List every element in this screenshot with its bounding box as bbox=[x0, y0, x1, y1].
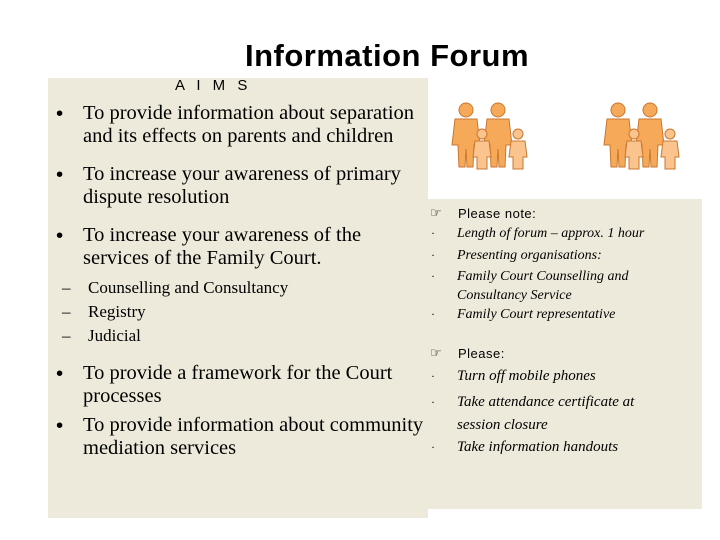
service-item: – Counselling and Consultancy bbox=[62, 276, 426, 300]
family-group-icon bbox=[446, 100, 546, 170]
aim-item: • To provide information about community mediation services bbox=[56, 414, 426, 460]
aim-item: • To provide information about separation and its effects on parents and children bbox=[56, 102, 426, 148]
aim-item: • To provide a framework for the Court processes bbox=[56, 362, 426, 408]
note-item: · Family Court representative bbox=[431, 307, 616, 322]
bullet-dot: · bbox=[431, 248, 435, 262]
aims-label: A I M S bbox=[175, 77, 252, 94]
page-title: Information Forum bbox=[244, 38, 530, 73]
bullet-dot: · bbox=[431, 269, 435, 283]
bullet-dot: · bbox=[431, 226, 435, 240]
aims-list bbox=[56, 102, 426, 460]
note-item: · Family Court Counselling and Consultancy Service bbox=[431, 269, 629, 303]
family-group-icon bbox=[598, 100, 698, 170]
note-item: · Presenting organisations: bbox=[431, 248, 602, 263]
note-item: · Length of forum – approx. 1 hour bbox=[431, 226, 645, 241]
bullet-dot: · bbox=[431, 369, 435, 383]
please-item: · Turn off mobile phones bbox=[431, 368, 596, 384]
aim-item-services bbox=[56, 224, 426, 348]
service-item: – Judicial bbox=[62, 324, 426, 348]
pointing-hand-icon: ☞ bbox=[430, 206, 443, 221]
pointing-hand-icon: ☞ bbox=[430, 346, 443, 361]
please-item: · Take information handouts bbox=[431, 439, 619, 455]
service-item: – Registry bbox=[62, 300, 426, 324]
please-item: · Take attendance certificate at session closure bbox=[427, 391, 702, 437]
bullet-dot: · bbox=[431, 440, 435, 454]
aim-item-text: • To increase your awareness of the services of the Family Court. bbox=[56, 224, 426, 270]
aim-item: • To increase your awareness of primary dispute resolution bbox=[56, 163, 426, 209]
bullet-dot: · bbox=[431, 395, 435, 409]
bullet-dot: · bbox=[431, 307, 435, 321]
services-sublist bbox=[62, 276, 426, 348]
